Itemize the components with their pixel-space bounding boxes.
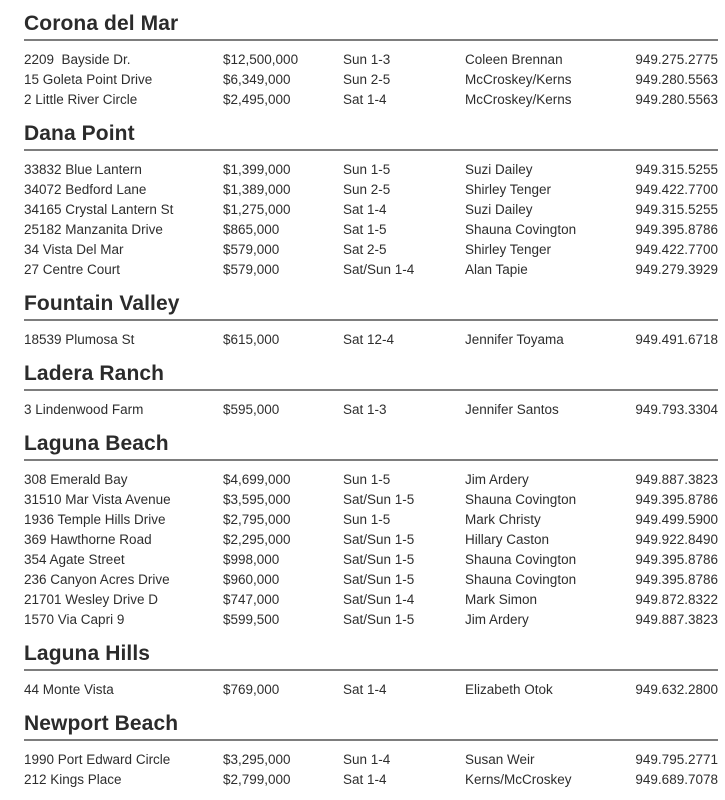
listing-price: $865,000 [223, 222, 280, 237]
listing-address: 2 Little River Circle [24, 92, 138, 107]
listing-phone: 949.793.3304 [635, 402, 718, 417]
listing-row [24, 160, 718, 180]
listing-phone: 949.279.3929 [635, 262, 718, 277]
listing-price: $6,349,000 [223, 72, 291, 87]
listing-address: 236 Canyon Acres Drive [24, 572, 170, 587]
listing-phone: 949.315.5255 [635, 202, 718, 217]
listing-phone: 949.887.3823 [635, 472, 718, 487]
listing-phone: 949.280.5563 [635, 72, 718, 87]
city-section [24, 122, 718, 280]
section-divider [24, 739, 718, 741]
listing-open-time: Sun 1-5 [343, 162, 391, 177]
listing-row [24, 530, 718, 550]
listing-row [24, 330, 718, 350]
listing-phone: 949.275.2775 [635, 52, 718, 67]
listing-open-time: Sat 12-4 [343, 332, 395, 347]
listing-price: $1,399,000 [223, 162, 291, 177]
listing-address: 44 Monte Vista [24, 682, 114, 697]
listing-price: $4,699,000 [223, 472, 291, 487]
city-section [24, 642, 718, 700]
listing-address: 369 Hawthorne Road [24, 532, 152, 547]
listing-agent: Susan Weir [465, 752, 535, 767]
listing-row [24, 90, 718, 110]
listing-row [24, 610, 718, 630]
listing-address: 34072 Bedford Lane [24, 182, 147, 197]
listing-address: 34165 Crystal Lantern St [24, 202, 174, 217]
listing-open-time: Sat/Sun 1-5 [343, 532, 415, 547]
listing-price: $998,000 [223, 552, 280, 567]
listing-open-time: Sun 1-3 [343, 52, 391, 67]
listing-address: 15 Goleta Point Drive [24, 72, 153, 87]
listing-agent: Shauna Covington [465, 222, 577, 237]
listing-row [24, 750, 718, 770]
listing-row [24, 470, 718, 490]
listing-agent: McCroskey/Kerns [465, 72, 572, 87]
listing-row [24, 240, 718, 260]
listing-open-time: Sat 1-5 [343, 222, 387, 237]
listing-agent: Shauna Covington [465, 572, 577, 587]
listing-row [24, 220, 718, 240]
listing-open-time: Sat/Sun 1-5 [343, 492, 415, 507]
listing-price: $579,000 [223, 262, 280, 277]
listing-rows [24, 470, 718, 630]
listing-row [24, 680, 718, 700]
listing-row [24, 180, 718, 200]
listing-agent: Mark Christy [465, 512, 541, 527]
listing-address: 3 Lindenwood Farm [24, 402, 144, 417]
listing-address: 212 Kings Place [24, 772, 122, 787]
listing-open-time: Sun 2-5 [343, 72, 391, 87]
listing-address: 31510 Mar Vista Avenue [24, 492, 171, 507]
listing-row [24, 550, 718, 570]
listing-agent: Shauna Covington [465, 492, 577, 507]
city-heading: Laguna Hills [24, 642, 151, 665]
listing-agent: Shirley Tenger [465, 242, 552, 257]
listing-address: 1936 Temple Hills Drive [24, 512, 166, 527]
listing-rows [24, 750, 718, 790]
listing-phone: 949.422.7700 [635, 182, 718, 197]
listing-address: 34 Vista Del Mar [24, 242, 124, 257]
section-divider [24, 39, 718, 41]
listing-open-time: Sat/Sun 1-4 [343, 262, 415, 277]
listing-row [24, 260, 718, 280]
listing-address: 33832 Blue Lantern [24, 162, 142, 177]
listing-address: 1990 Port Edward Circle [24, 752, 171, 767]
city-heading: Dana Point [24, 122, 135, 145]
listing-price: $595,000 [223, 402, 280, 417]
city-section [24, 712, 718, 790]
listing-price: $615,000 [223, 332, 280, 347]
section-divider [24, 669, 718, 671]
listing-row [24, 510, 718, 530]
city-heading: Newport Beach [24, 712, 179, 735]
listing-open-time: Sat 1-4 [343, 772, 387, 787]
city-section [24, 12, 718, 110]
listing-address: 21701 Wesley Drive D [24, 592, 159, 607]
listing-row [24, 70, 718, 90]
listing-agent: Suzi Dailey [465, 202, 533, 217]
section-divider [24, 149, 718, 151]
listing-phone: 949.922.8490 [635, 532, 718, 547]
listing-row [24, 570, 718, 590]
listing-open-time: Sat 1-4 [343, 682, 387, 697]
listing-rows [24, 50, 718, 110]
listing-address: 27 Centre Court [24, 262, 121, 277]
listing-price: $2,799,000 [223, 772, 291, 787]
listing-address: 308 Emerald Bay [24, 472, 128, 487]
city-section [24, 292, 718, 350]
listing-agent: Alan Tapie [465, 262, 528, 277]
section-divider [24, 459, 718, 461]
listing-rows [24, 160, 718, 280]
listing-rows [24, 680, 718, 700]
listing-open-time: Sat/Sun 1-4 [343, 592, 415, 607]
listing-agent: Suzi Dailey [465, 162, 533, 177]
listing-rows [24, 400, 718, 420]
listing-address: 2209 Bayside Dr. [24, 52, 131, 67]
city-section [24, 362, 718, 420]
listing-agent: Shirley Tenger [465, 182, 552, 197]
section-divider [24, 319, 718, 321]
listing-row [24, 770, 718, 790]
listing-open-time: Sat/Sun 1-5 [343, 612, 415, 627]
listing-agent: Hillary Caston [465, 532, 550, 547]
listing-row [24, 200, 718, 220]
listing-price: $1,275,000 [223, 202, 291, 217]
listing-open-time: Sun 2-5 [343, 182, 391, 197]
listing-price: $769,000 [223, 682, 280, 697]
listing-open-time: Sat/Sun 1-5 [343, 572, 415, 587]
listing-phone: 949.499.5900 [635, 512, 718, 527]
listing-rows [24, 330, 718, 350]
listing-open-time: Sat 1-3 [343, 402, 387, 417]
listing-phone: 949.795.2771 [635, 752, 718, 767]
city-heading: Fountain Valley [24, 292, 180, 315]
listing-open-time: Sun 1-4 [343, 752, 391, 767]
listing-price: $3,595,000 [223, 492, 291, 507]
listing-agent: Kerns/McCroskey [465, 772, 572, 787]
listing-price: $1,389,000 [223, 182, 291, 197]
listing-phone: 949.689.7078 [635, 772, 718, 787]
listing-phone: 949.887.3823 [635, 612, 718, 627]
listing-address: 18539 Plumosa St [24, 332, 135, 347]
listing-row [24, 590, 718, 610]
listing-open-time: Sat/Sun 1-5 [343, 552, 415, 567]
listing-phone: 949.872.8322 [635, 592, 718, 607]
listing-phone: 949.395.8786 [635, 572, 718, 587]
listing-address: 25182 Manzanita Drive [24, 222, 163, 237]
listing-agent: McCroskey/Kerns [465, 92, 572, 107]
listing-phone: 949.491.6718 [635, 332, 718, 347]
listing-phone: 949.395.8786 [635, 492, 718, 507]
listing-address: 1570 Via Capri 9 [24, 612, 125, 627]
listing-agent: Mark Simon [465, 592, 538, 607]
listing-agent: Elizabeth Otok [465, 682, 553, 697]
city-heading: Corona del Mar [24, 12, 179, 35]
city-heading: Laguna Beach [24, 432, 169, 455]
listing-phone: 949.280.5563 [635, 92, 718, 107]
listing-agent: Shauna Covington [465, 552, 577, 567]
listing-phone: 949.632.2800 [635, 682, 718, 697]
listing-address: 354 Agate Street [24, 552, 125, 567]
listing-price: $2,795,000 [223, 512, 291, 527]
listing-row [24, 400, 718, 420]
listing-price: $3,295,000 [223, 752, 291, 767]
listing-price: $579,000 [223, 242, 280, 257]
listing-agent: Coleen Brennan [465, 52, 563, 67]
listing-open-time: Sun 1-5 [343, 472, 391, 487]
listing-open-time: Sat 2-5 [343, 242, 387, 257]
listing-agent: Jennifer Toyama [465, 332, 564, 347]
listing-price: $599,500 [223, 612, 280, 627]
listing-open-time: Sat 1-4 [343, 92, 387, 107]
listing-agent: Jennifer Santos [465, 402, 559, 417]
listing-phone: 949.315.5255 [635, 162, 718, 177]
listing-price: $2,495,000 [223, 92, 291, 107]
listing-phone: 949.395.8786 [635, 222, 718, 237]
listing-row [24, 490, 718, 510]
listing-phone: 949.422.7700 [635, 242, 718, 257]
listing-agent: Jim Ardery [465, 472, 529, 487]
listing-price: $747,000 [223, 592, 280, 607]
listing-phone: 949.395.8786 [635, 552, 718, 567]
listing-row [24, 50, 718, 70]
listing-price: $12,500,000 [223, 52, 299, 67]
listing-price: $2,295,000 [223, 532, 291, 547]
listing-open-time: Sat 1-4 [343, 202, 387, 217]
city-section [24, 432, 718, 630]
listing-price: $960,000 [223, 572, 280, 587]
section-divider [24, 389, 718, 391]
listing-open-time: Sun 1-5 [343, 512, 391, 527]
listing-agent: Jim Ardery [465, 612, 529, 627]
city-heading: Ladera Ranch [24, 362, 165, 385]
